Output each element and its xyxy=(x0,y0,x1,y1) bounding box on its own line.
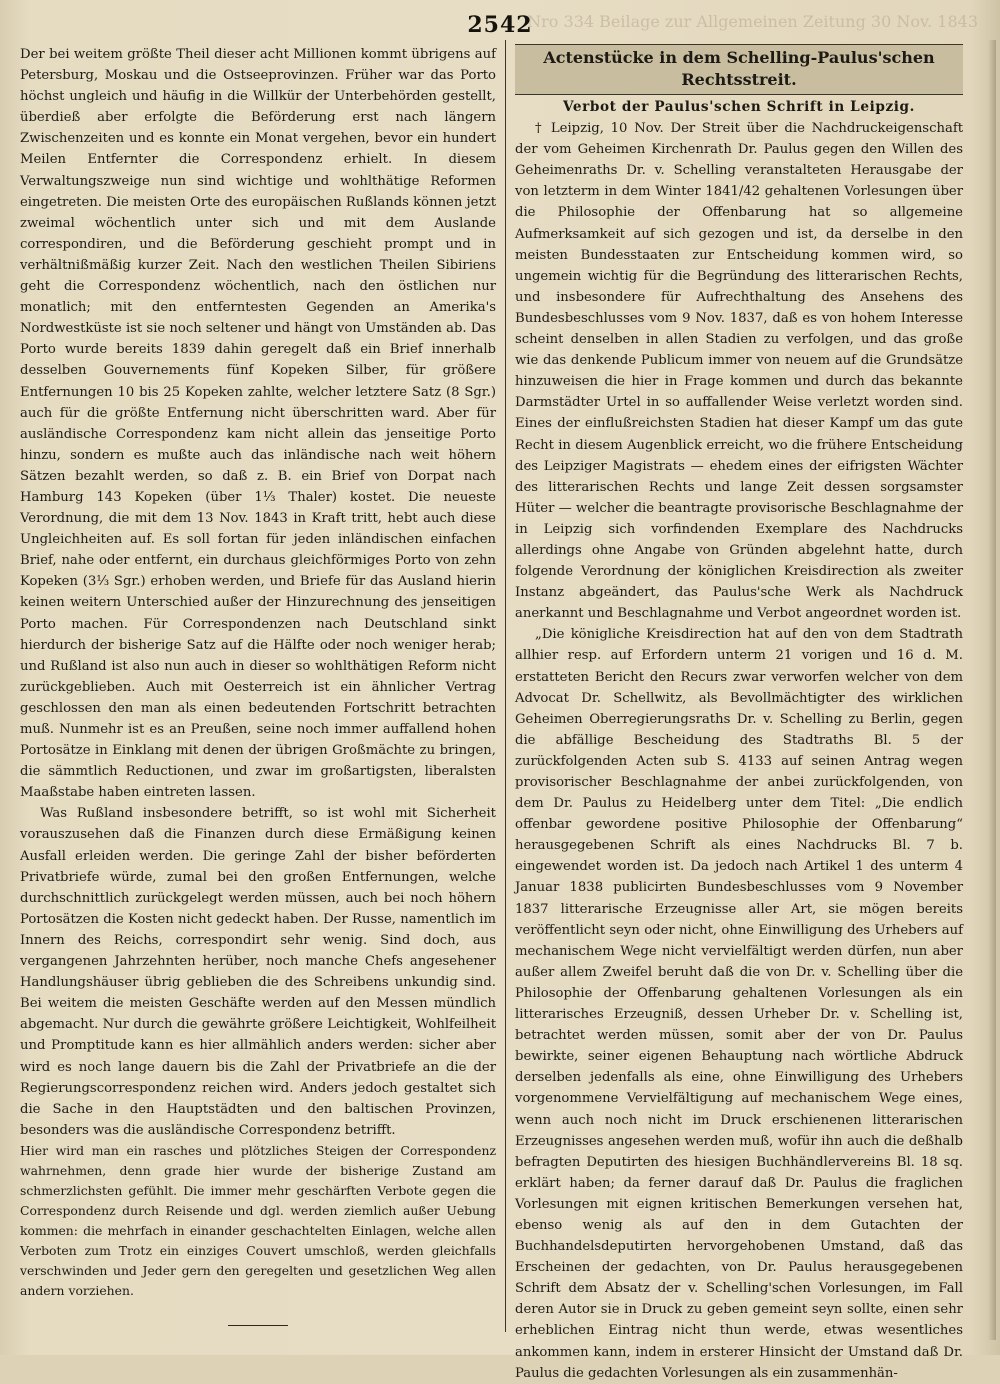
left-paragraph-3: Hier wird man ein rasches und plötzliches Steigen der Correspondenz wahrnehmen, denn grade hier wurde der bisherige Zustand am schmerzlichsten gefühlt. Die immer mehr geschärften Verbote gegen die Correspondenz durch Reisende und dgl. werden ziemlich außer Uebung kommen: die mehrfach in einander geschachtelten Einlagen, welche allen Verboten zum Trotz ein einziges Couvert umschloß, werden gleichfalls verschwinden und Jeder gern den geregelten und gesetzlichen Weg allen andern vorziehen. xyxy=(20,1142,496,1298)
article-heading xyxy=(515,44,963,95)
right-paragraph-1: † Leipzig, 10 Nov. Der Streit über die Nachdruckeigenschaft der vom Geheimen Kirchenrath Dr. Paulus gegen den Willen des Geheimenraths Dr. v. Schelling veranstalteten Herausgabe der von letzterm in dem Winter 1841/42 gehaltenen Vorlesungen über die Philosophie der Offenbarung hat so allgemeine Aufmerksamkeit auf sich gezogen und ist, da derselbe in den meisten Bundesstaaten zur Entscheidung kommen wird, so ungemein wichtig für die Begründung des litterarischen Rechts, und insbesondere für Aufrechthaltung des Ansehens des Bundesbeschlusses vom 9 Nov. 1837, daß es von hohem Interesse scheint denselben in allen Stadien zu verfolgen, und das große wie das denkende Publicum immer von neuem auf die Grundsätze hinzuweisen die hier in Frage kommen und durch das bekannte Darmstädter Urtel in so auffallender Weise verletzt worden sind. Eines der einflußreichsten Stadien hat dieser Kampf um das gute Recht in diesem Augenblick erreicht, wo die frühere Entscheidung des Leipziger Magistrats — ehedem eines der eifrigsten Wächter des litterarischen Rechts und lange Zeit dessen sorgsamster Hüter — welcher die beantragte provisorische Beschlagnahme der in Leipzig sich vorfindenden Exemplare des Nachdrucks allerdings ohne Angabe von Gründen abgelehnt hatte, durch folgende Verordnung der königlichen Kreisdirection als zweiter Instanz abgeändert, das Paulus'sche Werk als Nachdruck anerkannt und Beschlagnahme und Verbot angeordnet worden ist. xyxy=(515,121,963,622)
left-column xyxy=(20,44,496,1326)
column-divider xyxy=(505,40,506,1332)
article-end-rule xyxy=(228,1325,288,1326)
article-heading-line-1: Actenstücke in dem Schelling-Paulus'schen xyxy=(543,48,935,67)
page-edge-shadow xyxy=(988,40,996,1340)
right-column xyxy=(515,44,963,1384)
left-paragraph-1: Der bei weitem größte Theil dieser acht Millionen kommt übrigens auf Petersburg, Moskau und die Ostseeprovinzen. Früher war das Porto höchst ungleich und häufig in die Willkür der Unterbehörden gestellt, überdieß aber erfolgte die Beförderung erst nach längern Zwischenzeiten und es konnte ein Monat vergehen, bevor ein hundert Meilen Entfernter die Correspondenz erhielt. In diesem Verwaltungszweige nun sind wichtige und wohlthätige Reformen eingetreten. Die meisten Orte des europäischen Rußlands können jetzt zweimal wöchentlich unter sich und mit dem Auslande correspondiren, und die Beförderung geschieht prompt und in verhältnißmäßig kurzer Zeit. Nach den westlichen Theilen Sibiriens geht die Correspondenz wöchentlich, nach den östlichen nur monatlich; mit den entferntesten Gegenden an Amerika's Nordwestküste ist sie noch seltener und hängt von Umständen ab. Das Porto wurde bereits 1839 dahin geregelt daß ein Brief innerhalb desselben Gouvernements fünf Kopeken Silber, für größere Entfernungen 10 bis 25 Kopeken zahlte, welcher letztere Satz (8 Sgr.) auch für die größte Entfernung nicht überschritten ward. Aber für ausländische Correspondenz kam nicht allein das jenseitige Porto hinzu, sondern es mußte auch das inländische nach weit höhern Sätzen bezahlt werden, so daß z. B. ein Brief von Dorpat nach Hamburg 143 Kopeken (über 1⅓ Thaler) kostet. Die neueste Verordnung, die mit dem 13 Nov. 1843 in Kraft tritt, hebt auch diese Ungleichheiten auf. Es soll fortan für jeden inländischen einfachen Brief, nahe oder entfernt, ein durchaus gleichförmiges Porto von zehn Kopeken (3⅓ Sgr.) erhoben werden, und Briefe für das Ausland hierin keinen weitern Unterschied außer der Hinzurechnung des jenseitigen Porto machen. Für Correspondenzen nach Deutschland sinkt hierdurch der bisherige Satz auf die Hälfte oder noch weniger herab; und Rußland ist also nun auch in dieser so wohlthätigen Reform nicht zurückgeblieben. Auch mit Oesterreich ist ein ähnlicher Vertrag geschlossen den man als einen bedeutenden Fortschritt betrachten muß. Nunmehr ist es an Preußen, seine noch immer auffallend hohen Portosätze in Einklang mit denen der übrigen Großmächte zu bringen, die sämmtlich Reductionen, und zwar im großartigsten, liberalsten Maaßstabe haben eintreten lassen. xyxy=(20,47,496,801)
left-paragraph-2: Was Rußland insbesondere betrifft, so ist wohl mit Sicherheit vorauszusehen daß die Finanzen durch diese Ermäßigung keinen Ausfall erleiden werden. Die geringe Zahl der bisher beförderten Privatbriefe würde, zumal bei den großen Entfernungen, welche durchschnittlich zurückgelegt werden müssen, auch bei noch höhern Portosätzen die Kosten nicht gedeckt haben. Der Russe, namentlich im Innern des Reichs, correspondirt sehr wenig. Sind doch, aus vergangenen Jahrzehnten herüber, noch manche Chefs angesehener Handlungshäuser übrig geblieben die des Schreibens unkundig sind. Bei weitem die meisten Geschäfte werden auf den Messen mündlich abgemacht. Nur durch die gewährte größere Leichtigkeit, Wohlfeilheit und Promptitude kann es hier allmählich anders werden: sicher aber wird es noch lange dauern bis die Zahl der Privatbriefe an die der Regierungscorrespondenz reichen wird. Anders jedoch gestaltet sich die Sache in den Hauptstädten und den baltischen Provinzen, besonders was die ausländische Correspondenz betrifft. xyxy=(20,806,496,1138)
bleed-through-text: Nro 334 Beilage zur Allgemeinen Zeitung 30 Nov. 1843 xyxy=(527,12,978,31)
page-number: 2542 xyxy=(467,12,533,38)
article-subheading: Verbot der Paulus'schen Schrift in Leipzig. xyxy=(563,99,915,115)
article-heading-line-2: Rechtsstreit. xyxy=(681,70,797,89)
right-paragraph-2: „Die königliche Kreisdirection hat auf den von dem Stadtrath allhier resp. auf Erfordern unterm 21 vorigen und 16 d. M. erstatteten Bericht den Recurs zwar verworfen welcher von dem Advocat Dr. Schellwitz, als Bevollmächtigter des wirklichen Geheimen Oberregierungsraths Dr. v. Schelling zu Berlin, gegen die abfällige Bescheidung des Stadtraths Bl. 5 der zurückfolgenden Acten sub S. 4133 auf seinen Antrag wegen provisorischer Beschlagnahme der anbei zurückfolgenden, von dem Dr. Paulus zu Heidelberg unter dem Titel: „Die endlich offenbar gewordene positive Philosophie der Offenbarung“ herausgegebenen Schrift als eines Nachdrucks Bl. 7 b. eingewendet worden ist. Da jedoch nach Artikel 1 des unterm 4 Januar 1838 publicirten Bundesbeschlusses vom 9 November 1837 litterarische Erzeugnisse aller Art, sie mögen bereits veröffentlicht seyn oder nicht, ohne Einwilligung des Urhebers auf mechanischem Wege nicht vervielfältigt werden dürfen, nun aber außer allem Zweifel beruht daß die von Dr. v. Schelling über die Philosophie der Offenbarung gehaltenen Vorlesungen als ein litterarisches Erzeugniß, dessen Urheber Dr. v. Schelling ist, betrachtet werden müssen, somit aber der von Dr. Paulus bewirkte, seiner eigenen Behauptung nach wörtliche Abdruck derselben jedenfalls als eine, ohne Einwilligung des Urhebers vorgenommene Vervielfältigung auf mechanischem Wege eines, wenn auch noch nicht im Druck erschienenen litterarischen Erzeugnisses angesehen werden muß, wofür ihn auch die deßhalb befragten Deputirten des hiesigen Buchhändlervereins Bl. 18 sq. erklärt haben; da ferner darauf daß Dr. Paulus die fraglichen Vorlesungen mit eignen kritischen Bemerkungen versehen hat, ebenso wenig als auf den in dem Gutachten der Buchhandelsdeputirten hervorgehobenen Umstand, daß das Erscheinen der gedachten, von Dr. Paulus herausgegebenen Schrift dem Absatz der v. Schelling'schen Vorlesungen, im Fall deren Autor sie in Druck zu geben gemeint seyn sollte, einen sehr erheblichen Eintrag nicht thun werde, etwas wesentliches ankommen kann, indem in ersterer Hinsicht der Umstand daß Dr. Paulus die gedachten Vorlesungen als ein zusammenhän- xyxy=(515,627,963,1381)
